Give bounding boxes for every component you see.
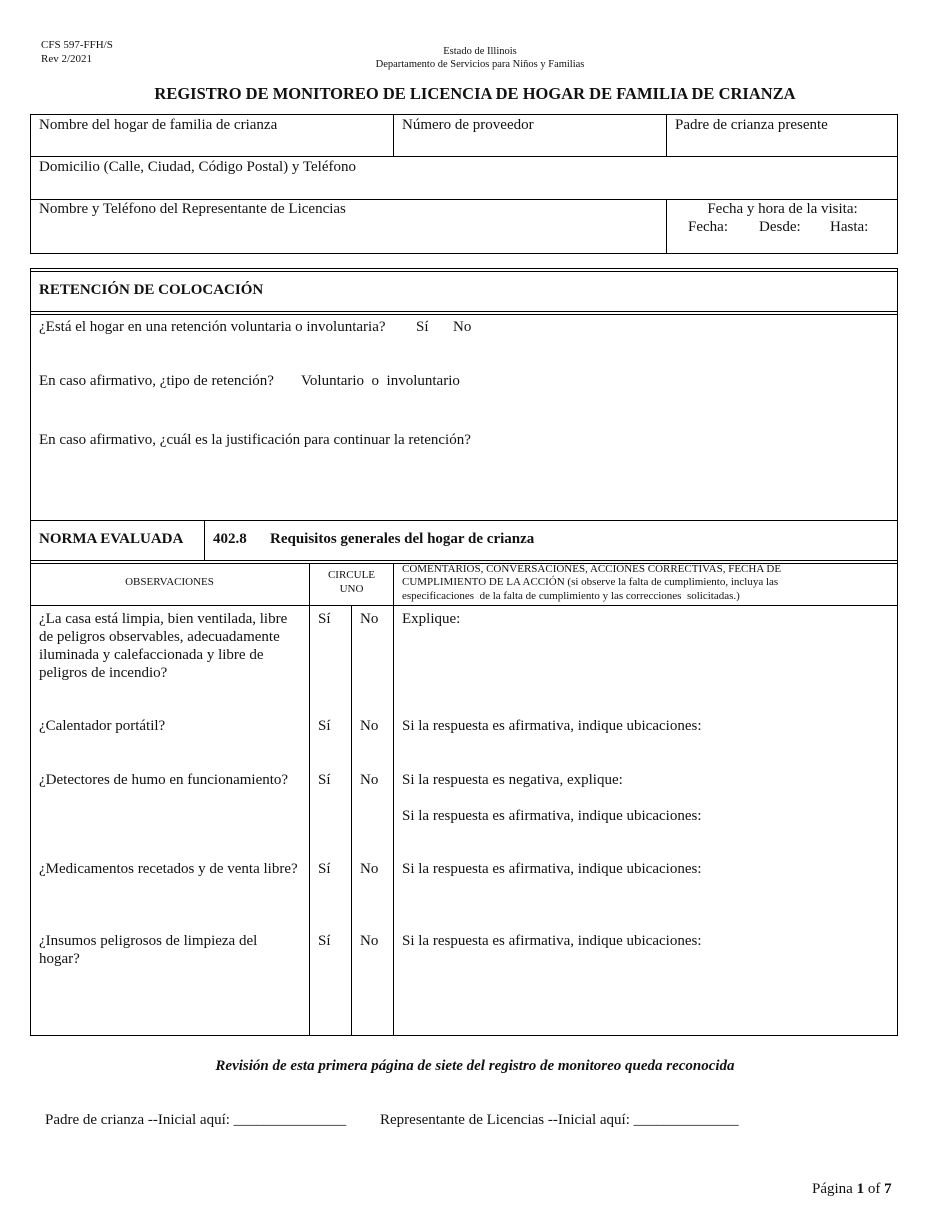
- observation-question: ¿Detectores de humo en funcionamiento?: [39, 772, 289, 788]
- standard-label: NORMA EVALUADA: [39, 531, 184, 547]
- retention-heading: RETENCIÓN DE COLOCACIÓN: [39, 282, 264, 298]
- visit-from-field[interactable]: Desde:: [759, 219, 801, 235]
- acknowledgement-statement: Revisión de esta primera página de siete del registro de monitoreo queda reconocida: [215, 1058, 735, 1074]
- comment-prompt-secondary[interactable]: Si la respuesta es afirmativa, indique ubicaciones:: [402, 808, 702, 824]
- circle-header-line2: UNO: [339, 583, 364, 595]
- department-name: Departamento de Servicios para Niños y Familias: [375, 59, 585, 70]
- form-revision: Rev 2/2021: [41, 53, 93, 65]
- page-current: 1: [856, 1181, 865, 1197]
- yes-option[interactable]: Sí: [318, 861, 331, 877]
- comments-header-line3: especificaciones de la falta de cumplimiento y las correcciones solicitadas.): [402, 590, 740, 602]
- state-name: Estado de Illinois: [443, 46, 517, 57]
- observation-question: ¿Insumos peligrosos de limpieza del hogar?: [39, 933, 258, 967]
- observation-question: ¿Calentador portátil?: [39, 718, 166, 734]
- visit-datetime-label: Fecha y hora de la visita:: [707, 201, 858, 217]
- retention-yes-option[interactable]: Sí: [416, 319, 429, 335]
- yes-option[interactable]: Sí: [318, 933, 331, 949]
- page-total: 7: [884, 1181, 892, 1197]
- form-code: CFS 597-FFH/S: [41, 39, 113, 51]
- no-option[interactable]: No: [360, 933, 379, 949]
- parent-present-field[interactable]: Padre de crianza presente: [675, 117, 828, 133]
- home-name-field[interactable]: Nombre del hogar de familia de crianza: [39, 117, 278, 133]
- comment-prompt[interactable]: Si la respuesta es afirmativa, indique ubicaciones:: [402, 933, 702, 949]
- circle-header-line1: CIRCULE: [327, 569, 376, 581]
- page-title: REGISTRO DE MONITOREO DE LICENCIA DE HOGAR DE FAMILIA DE CRIANZA: [154, 84, 796, 103]
- comment-prompt[interactable]: Explique:: [402, 611, 461, 627]
- no-option[interactable]: No: [360, 861, 379, 877]
- comment-prompt[interactable]: Si la respuesta es afirmativa, indique ubicaciones:: [402, 718, 702, 734]
- comment-prompt[interactable]: Si la respuesta es negativa, explique:: [402, 772, 623, 788]
- rep-name-field[interactable]: Nombre y Teléfono del Representante de Licencias: [39, 201, 346, 217]
- page-of: of: [867, 1181, 881, 1197]
- observation-question: ¿Medicamentos recetados y de venta libre?: [39, 861, 298, 877]
- comments-header-line1: COMENTARIOS, CONVERSACIONES, ACCIONES CORRECTIVAS, FECHA DE: [402, 563, 782, 575]
- retention-justification-question: En caso afirmativo, ¿cuál es la justificación para continuar la retención?: [39, 432, 471, 448]
- observations-header: OBSERVACIONES: [125, 576, 214, 588]
- yes-option[interactable]: Sí: [318, 718, 331, 734]
- yes-option[interactable]: Sí: [318, 611, 331, 627]
- no-option[interactable]: No: [360, 611, 379, 627]
- retention-type-question: En caso afirmativo, ¿tipo de retención?: [39, 373, 274, 389]
- comments-header-line2: CUMPLIMIENTO DE LA ACCIÓN (si observe la falta de cumplimiento, incluya las: [402, 576, 779, 588]
- rep-initial-field[interactable]: Representante de Licencias --Inicial aquí: ______________: [380, 1112, 739, 1128]
- observation-question: ¿La casa está limpia, bien ventilada, libre de peligros observables, adecuadamente iluminada y calefaccionada y libre de peligros de incendio?: [39, 611, 288, 681]
- page-word: Página: [812, 1181, 853, 1197]
- no-option[interactable]: No: [360, 772, 379, 788]
- visit-date-field[interactable]: Fecha:: [688, 219, 728, 235]
- visit-to-field[interactable]: Hasta:: [830, 219, 869, 235]
- retention-type-options[interactable]: Voluntario o involuntario: [301, 373, 460, 389]
- yes-option[interactable]: Sí: [318, 772, 331, 788]
- page-number: [812, 1180, 892, 1198]
- standard-name: Requisitos generales del hogar de crianza: [270, 531, 535, 547]
- retention-question: ¿Está el hogar en una retención voluntaria o involuntaria?: [39, 319, 386, 335]
- parent-initial-field[interactable]: Padre de crianza --Inicial aquí: _______________: [45, 1112, 347, 1128]
- no-option[interactable]: No: [360, 718, 379, 734]
- retention-no-option[interactable]: No: [453, 319, 472, 335]
- provider-number-field[interactable]: Número de proveedor: [402, 117, 534, 133]
- address-field[interactable]: Domicilio (Calle, Ciudad, Código Postal) y Teléfono: [39, 159, 356, 175]
- standard-code: 402.8: [213, 531, 247, 547]
- comment-prompt[interactable]: Si la respuesta es afirmativa, indique ubicaciones:: [402, 861, 702, 877]
